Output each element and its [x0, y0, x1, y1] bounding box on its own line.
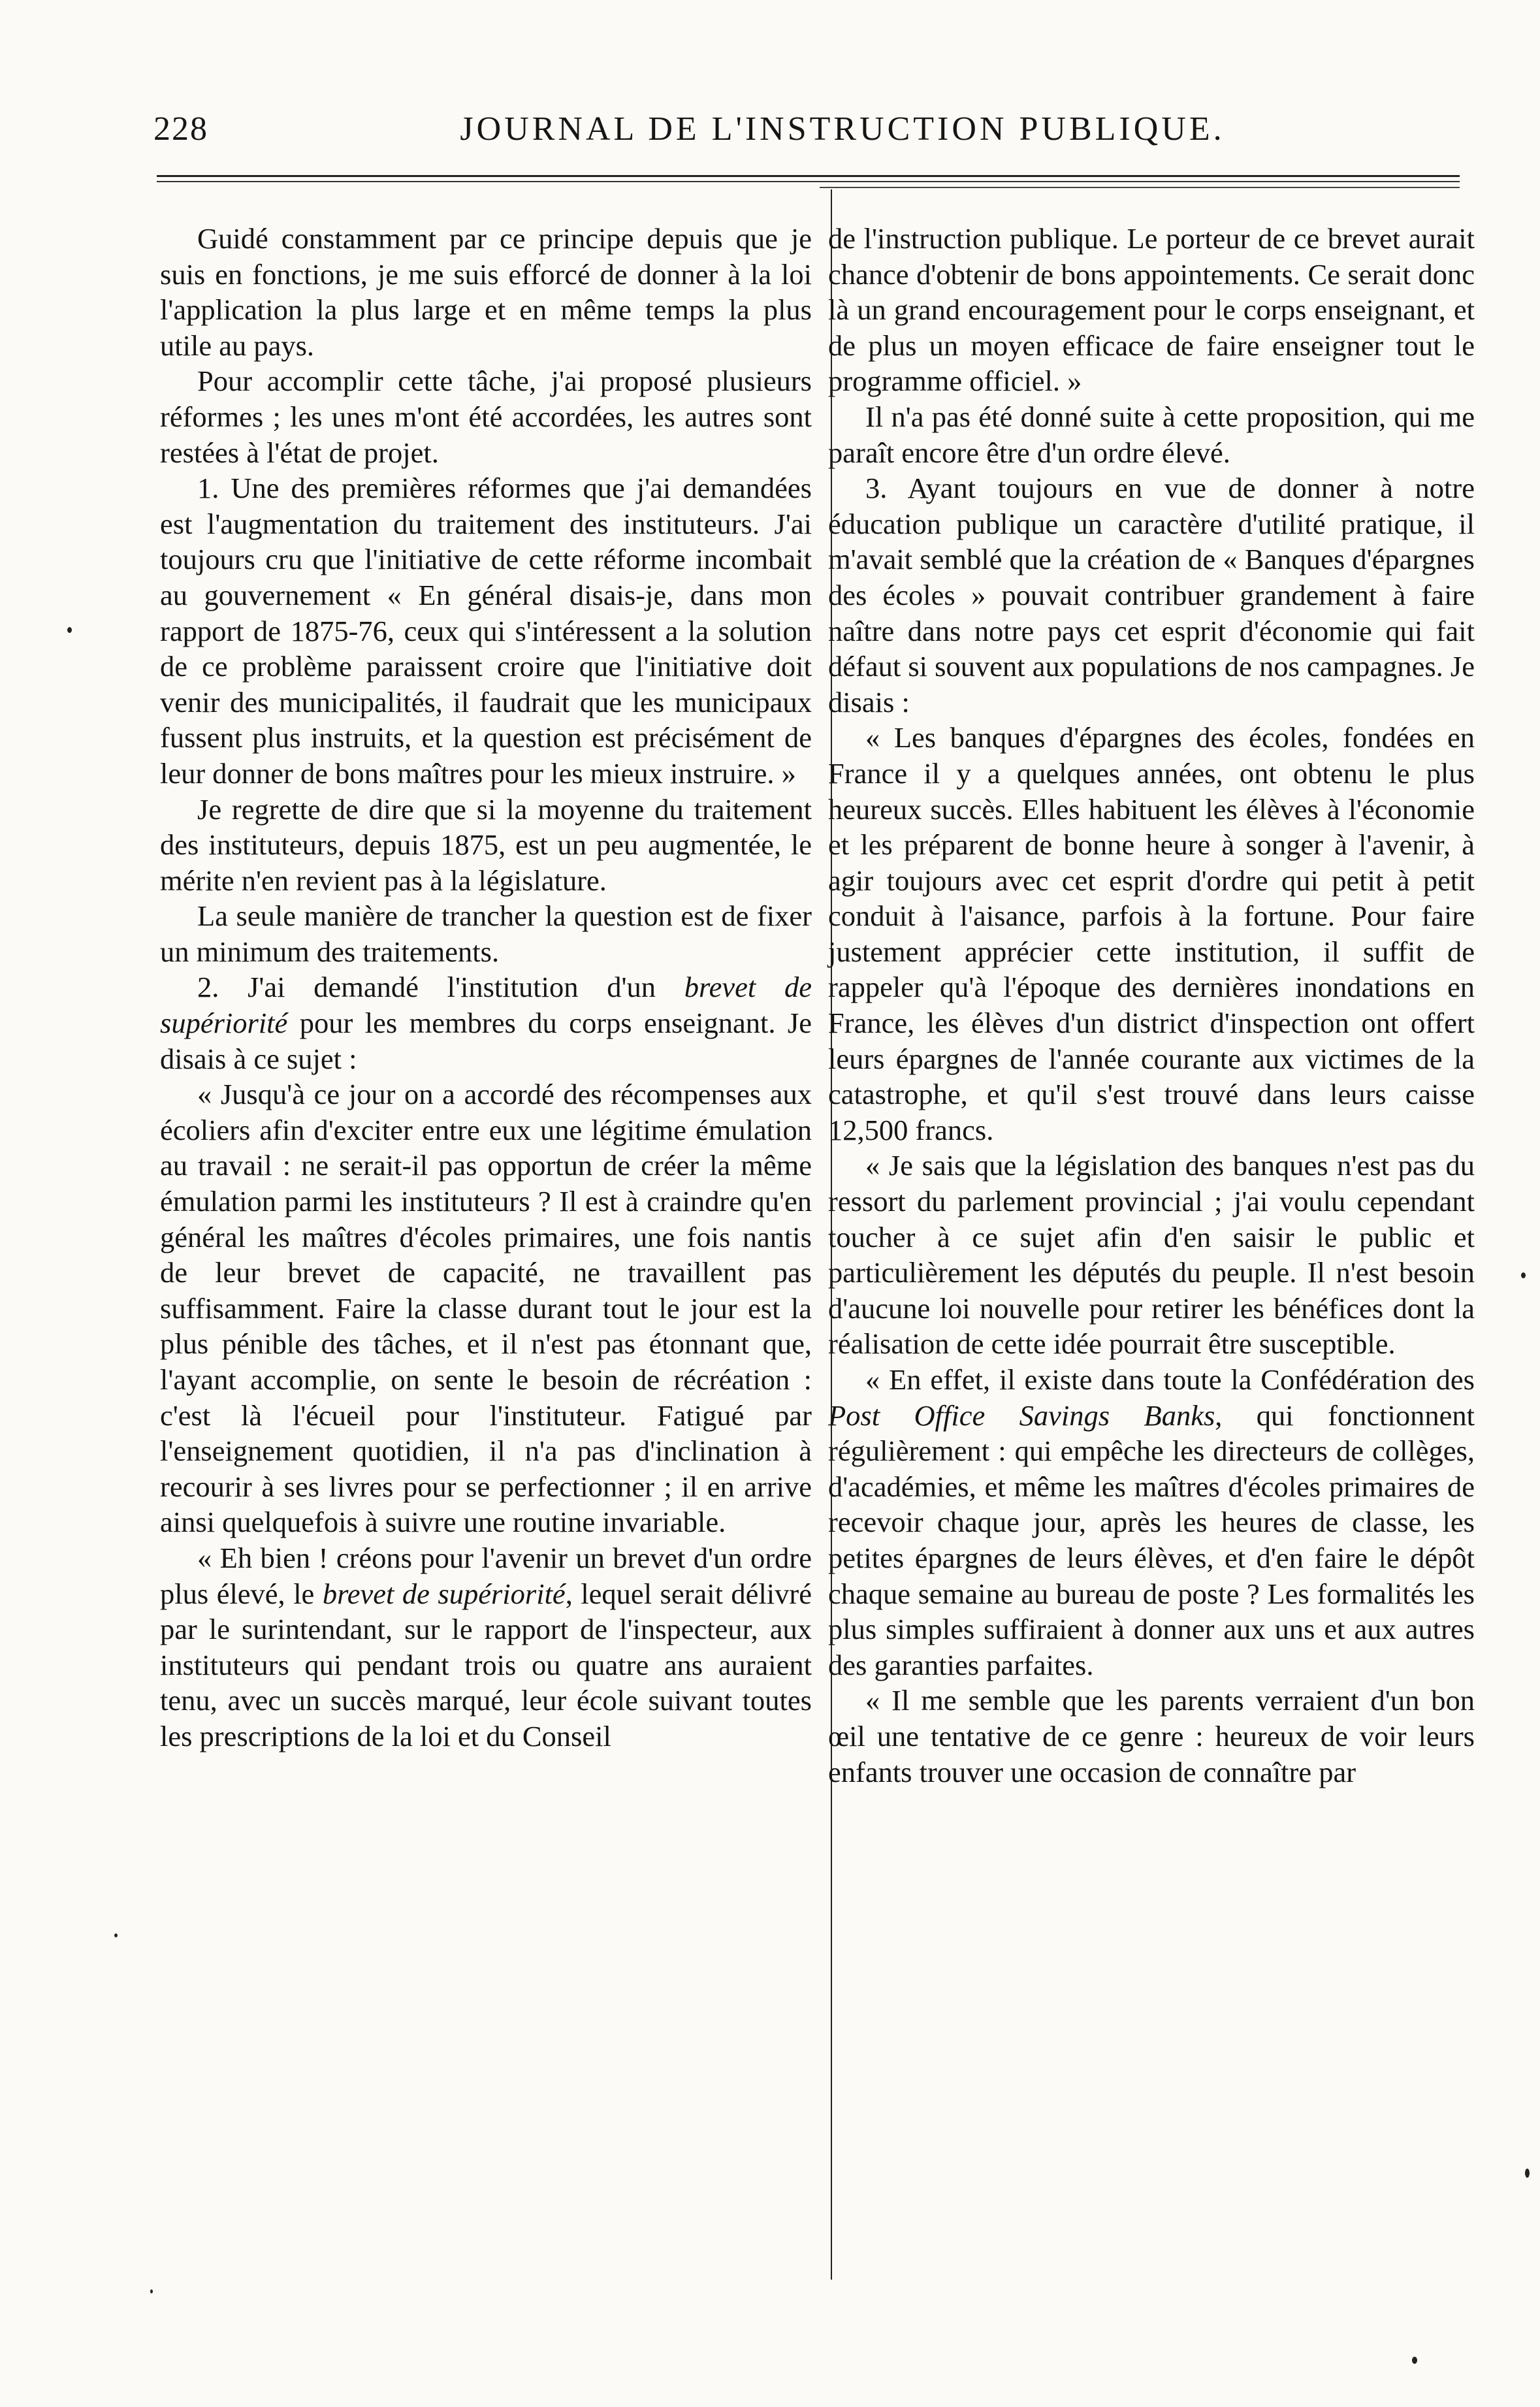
paragraph: « Jusqu'à ce jour on a accordé des récompenses aux écoliers afin d'exciter entre eux une légitime émulation au travail : ne serait-il pas opportun de créer la même émulation parmi les instituteurs ? Il est à craindre qu'en général les maîtres d'écoles primaires, une fois nantis de leur brevet de capacité, ne travaillent pas suffisamment. Faire la classe durant tout le jour est la plus pénible des tâches, et il n'est pas étonnant que, l'ayant accomplie, on sente le besoin de récréation : c'est là l'écueil pour l'instituteur. Fatigué par l'enseignement quotidien, il n'a pas d'inclination à recourir à ses livres pour se perfectionner ; il en arrive ainsi quelquefois à suivre une routine invariable. — [160, 1078, 812, 1539]
paragraph: La seule manière de trancher la question est de fixer un minimum des traitements. — [160, 899, 812, 968]
print-speck — [67, 627, 72, 633]
text-run: , lequel serait délivré par le surintendant, sur le rapport de l'inspecteur, aux instituteurs qui pendant trois ou quatre ans auraient tenu, avec un succès marqué, leur école suivant toutes les prescriptions de la loi et du Conseil — [160, 1577, 812, 1753]
italic-term: Post Office Savings Banks — [828, 1398, 1215, 1432]
header-rule-partial — [820, 187, 1460, 188]
paragraph — [160, 1540, 812, 1754]
text-run: pour les membres du corps enseignant. Je disais à ce sujet : — [160, 1007, 812, 1075]
print-speck — [1525, 2169, 1530, 2178]
paragraph: Il n'a pas été donné suite à cette proposition, qui me paraît encore être d'un ordre élevé. — [828, 400, 1475, 469]
print-speck — [114, 1933, 118, 1937]
print-speck — [1521, 1272, 1526, 1278]
paragraph: « Les banques d'épargnes des écoles, fondées en France il y a quelques années, ont obtenu le plus heureux succès. Elles habituent les élèves à l'économie et les préparent de bonne heure à songer à l'avenir, à agir toujours avec cet esprit d'ordre qui petit à petit conduit à l'aisance, parfois à la fortune. Pour faire justement apprécier cette institution, il suffit de rappeler qu'à l'époque des dernières inondations en France, les élèves d'un district d'inspection ont offert leurs épargnes de l'année courante aux victimes de la catastrophe, et qu'il s'est trouvé dans leurs caisse 12,500 francs. — [828, 721, 1475, 1146]
paragraph: Pour accomplir cette tâche, j'ai proposé plusieurs réformes ; les unes m'ont été accordées, les autres sont restées à l'état de projet. — [160, 364, 812, 469]
paragraph: « Il me semble que les parents verraient d'un bon œil une tentative de ce genre : heureux de voir leurs enfants trouver une occasion de connaître par — [828, 1684, 1475, 1788]
italic-term: brevet de supériorité — [160, 971, 812, 1040]
text-run: « Eh bien ! créons pour l'avenir un brevet d'un ordre plus élevé, le — [160, 1541, 812, 1610]
paragraph: 3. Ayant toujours en vue de donner à notre éducation publique un caractère d'utilité pratique, il m'avait semblé que la création de « Banques d'épargnes des écoles » pouvait contribuer grandement à faire naître dans notre pays cet esprit d'économie qui fait défaut si souvent aux populations de nos campagnes. Je disais : — [828, 472, 1475, 719]
text-run: , qui fonctionnent régulièrement : qui empêche les directeurs de collèges, d'académies, et même les maîtres d'écoles primaires de recevoir chaque jour, après les heures de classe, les petites épargnes de leurs élèves, et d'en faire le dépôt chaque semaine au bureau de poste ? Les formalités les plus simples suffiraient à donner aux uns et aux autres des garanties parfaites. — [828, 1398, 1475, 1681]
paragraph: de l'instruction publique. Le porteur de ce brevet aurait chance d'obtenir de bons appointements. Ce serait donc là un grand encouragement pour le corps enseignant, et de plus un moyen efficace de faire enseigner tout le programme officiel. » — [828, 222, 1475, 398]
page-header — [153, 105, 1453, 157]
right-column — [828, 221, 1475, 2285]
text-run: « En effet, il existe dans toute la Confédération des — [865, 1363, 1475, 1396]
page-number: 228 — [153, 110, 208, 148]
paragraph: 1. Une des premières réformes que j'ai demandées est l'augmentation du traitement des instituteurs. J'ai toujours cru que l'initiative de cette réforme incombait au gouvernement « En général disais-je, dans mon rapport de 1875-76, ceux qui s'intéressent a la solution de ce problème paraissent croire que l'initiative doit venir des municipalités, il faudrait que les municipaux fussent plus instruits, et la question est précisément de leur donner de bons maîtres pour les mieux instruire. » — [160, 472, 812, 790]
paragraph: Guidé constamment par ce principe depuis que je suis en fonctions, je me suis efforcé de donner à la loi l'application la plus large et en même temps la plus utile au pays. — [160, 222, 812, 362]
running-title: JOURNAL DE L'INSTRUCTION PUBLIQUE. — [460, 110, 1225, 148]
print-speck — [150, 2289, 153, 2293]
paragraph — [160, 969, 812, 1076]
paragraph — [828, 1362, 1475, 1683]
paragraph: Je regrette de dire que si la moyenne du traitement des instituteurs, depuis 1875, est un peu augmentée, le mérite n'en revient pas à la législature. — [160, 792, 812, 897]
header-rule — [157, 175, 1460, 177]
print-speck — [1412, 2357, 1417, 2364]
header-rule-secondary — [157, 181, 1460, 182]
paragraph: « Je sais que la législation des banques n'est pas du ressort du parlement provincial ; j'ai voulu cependant toucher à ce sujet afin d'en saisir le public et particulièrement les députés du peuple. Il n'est besoin d'aucune loi nouvelle pour retirer les bénéfices dont la réalisation de cette idée pourrait être susceptible. — [828, 1149, 1475, 1361]
italic-term: brevet de supériorité — [322, 1577, 566, 1610]
left-column — [160, 221, 812, 2285]
text-run: 2. J'ai demandé l'institution d'un — [197, 971, 684, 1004]
